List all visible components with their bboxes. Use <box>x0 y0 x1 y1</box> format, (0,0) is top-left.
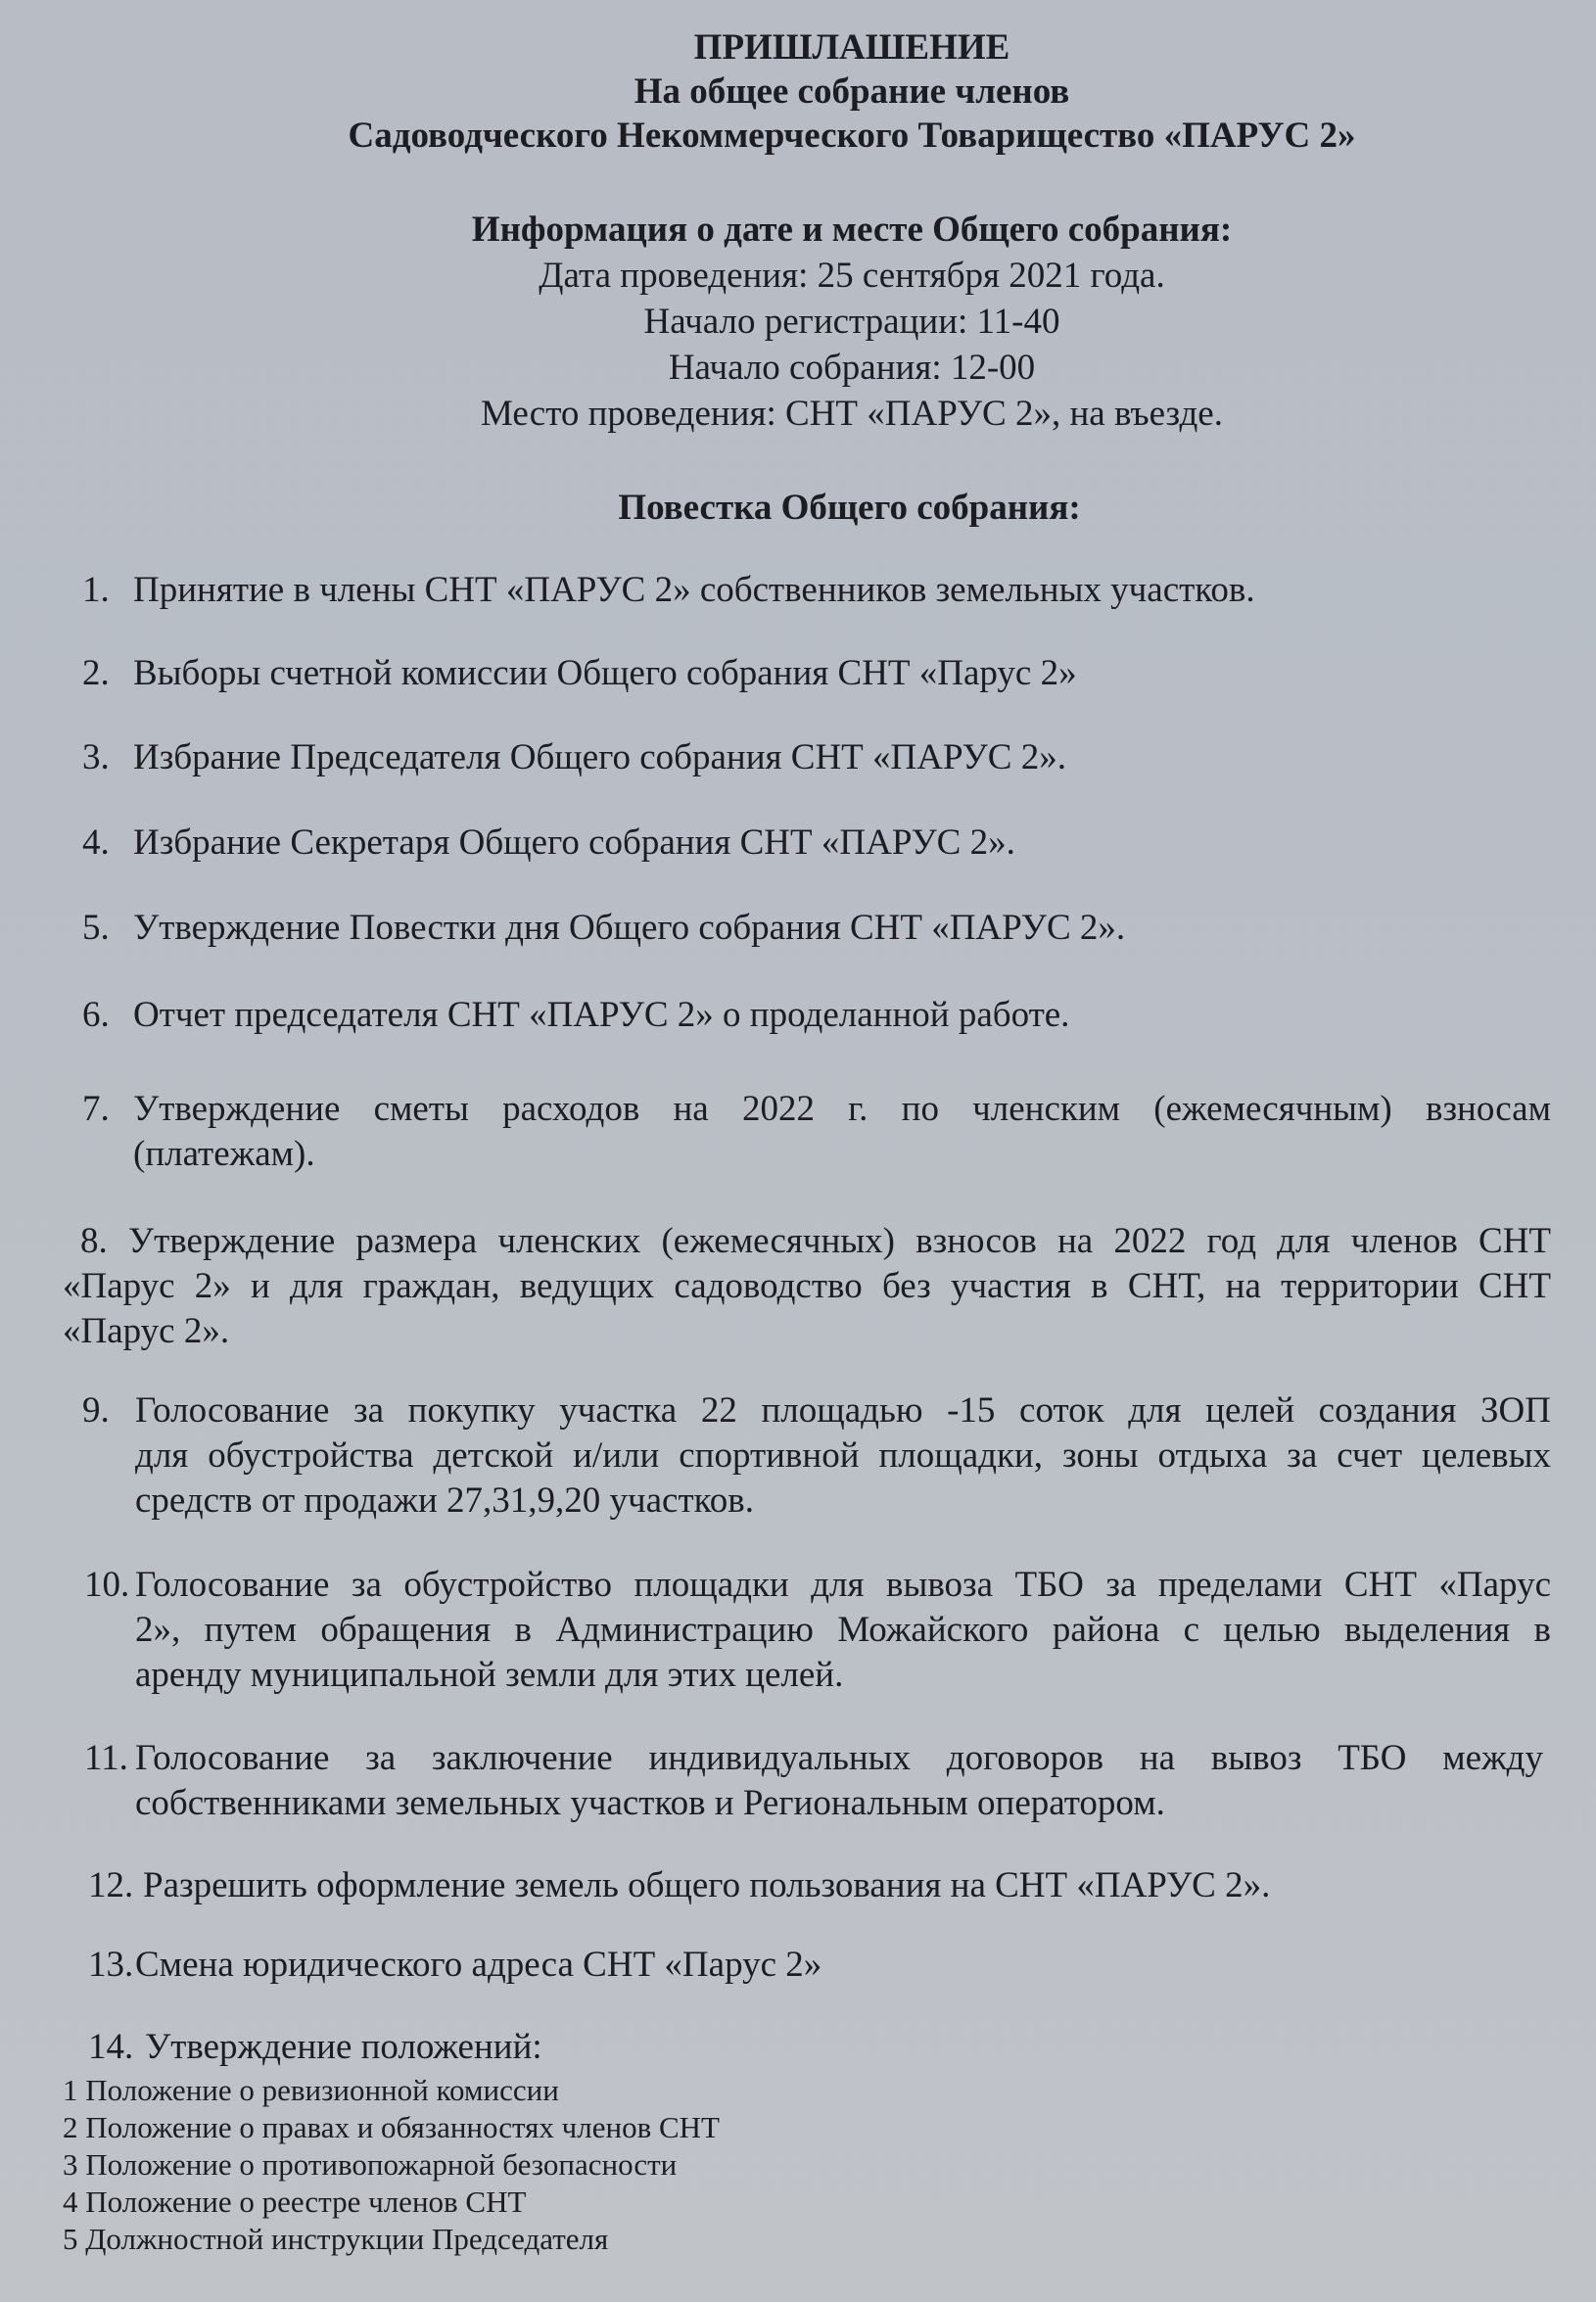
agenda-item-10 <box>84 1563 1551 1698</box>
regulation-item-1: 1 Положение о ревизионной комиссии <box>63 2073 559 2107</box>
agenda-item-text: Принятие в члены СНТ «ПАРУС 2» собственников земельных участков. <box>133 570 1255 610</box>
meeting-place: Место проведения: СНТ «ПАРУС 2», на въезде. <box>481 394 1223 434</box>
agenda-item-line: аренду муниципальной земли для этих целей. <box>135 1655 844 1695</box>
agenda-item-number: 7. <box>82 1089 110 1129</box>
document-header <box>0 25 1596 158</box>
agenda-item-text <box>63 1219 1551 1354</box>
agenda-item-number: 13. <box>88 1945 134 1985</box>
organization-name: Садоводческого Некоммерческого Товарищество «ПАРУС 2» <box>348 116 1356 156</box>
agenda-item-number: 9. <box>82 1390 110 1431</box>
agenda-item-8 <box>63 1219 1551 1354</box>
agenda-item-number: 3. <box>82 737 110 777</box>
agenda-item-line: Голосование за обустройство площадки для вывоза ТБО за пределами СНТ «Парус <box>135 1565 1551 1605</box>
meeting-info <box>0 208 1596 437</box>
agenda-item-text <box>133 1087 1551 1177</box>
agenda-item-text: Отчет председателя СНТ «ПАРУС 2» о проделанной работе. <box>133 995 1070 1035</box>
agenda-item-number: 10. <box>84 1565 130 1605</box>
agenda-item-number: 14. <box>88 2027 134 2067</box>
agenda-item-text: Избрание Секретаря Общего собрания СНТ «ПАРУС 2». <box>133 822 1015 863</box>
document-subtitle: На общее собрание членов <box>634 71 1070 112</box>
meeting-date: Дата проведения: 25 сентября 2021 года. <box>539 256 1165 296</box>
meeting-info-title: Информация о дате и месте Общего собрания: <box>471 210 1233 250</box>
agenda-item-number: 8. <box>80 1221 108 1261</box>
registration-time: Начало регистрации: 11-40 <box>643 302 1060 342</box>
agenda-item-number: 4. <box>82 822 110 863</box>
agenda-item-number: 6. <box>82 995 110 1035</box>
regulation-item-2: 2 Положение о правах и обязанностях членов СНТ <box>63 2110 720 2144</box>
agenda-item-number: 12. <box>88 1865 134 1905</box>
agenda-title: Повестка Общего собрания: <box>618 488 1081 528</box>
agenda-item-line: для обустройства детской и/или спортивной площадки, зоны отдыха за счет целевых <box>135 1435 1551 1476</box>
regulation-item-3: 3 Положение о противопожарной безопасности <box>63 2147 678 2182</box>
agenda-item-line: 2», путем обращения в Администрацию Можайского района с целью выделения в <box>135 1610 1551 1650</box>
agenda-item-text: Разрешить оформление земель общего пользования на СНТ «ПАРУС 2». <box>143 1865 1271 1905</box>
agenda-item-number: 5. <box>82 908 110 948</box>
agenda-item-number: 1. <box>82 570 110 610</box>
agenda-item-text: Утверждение положений: <box>145 2027 542 2067</box>
regulation-item-4: 4 Положение о реестре членов СНТ <box>63 2185 527 2219</box>
agenda-item-line: Утверждение сметы расходов на 2022 г. по членским (ежемесячным) взносам <box>133 1089 1551 1129</box>
regulation-item-5: 5 Должностной инструкции Председателя <box>63 2222 609 2256</box>
agenda-item-text: Смена юридического адреса СНТ «Парус 2» <box>135 1945 822 1985</box>
agenda-item-text <box>135 1563 1551 1698</box>
agenda-item-text <box>135 1736 1543 1826</box>
agenda-item-line: собственниками земельных участков и Региональным оператором. <box>135 1783 1165 1823</box>
agenda-item-line-text: Утверждение размера членских (ежемесячных) взносов на 2022 год для членов СНТ <box>127 1221 1552 1261</box>
agenda-item-line: средств от продажи 27,31,9,20 участков. <box>135 1480 754 1521</box>
meeting-start-time: Начало собрания: 12-00 <box>668 348 1036 388</box>
agenda-item-number: 2. <box>82 653 110 693</box>
agenda-item-line: (платежам). <box>133 1134 315 1174</box>
agenda-item-line: Голосование за заключение индивидуальных договоров на вывоз ТБО между <box>135 1738 1543 1778</box>
agenda-item-text: Утверждение Повестки дня Общего собрания СНТ «ПАРУС 2». <box>133 908 1126 948</box>
agenda-item-7 <box>82 1087 1551 1177</box>
agenda-item-9 <box>82 1388 1551 1524</box>
agenda-item-line: Голосование за покупку участка 22 площадью -15 соток для целей создания ЗОП <box>135 1390 1551 1431</box>
agenda-item-line: «Парус 2» и для граждан, ведущих садоводство без участия в СНТ, на территории СНТ <box>63 1266 1551 1306</box>
agenda-item-text: Избрание Председателя Общего собрания СНТ «ПАРУС 2». <box>133 737 1066 777</box>
agenda-item-line: «Парус 2». <box>63 1311 230 1351</box>
agenda-item-number: 11. <box>84 1738 128 1778</box>
agenda-item-text <box>135 1388 1551 1524</box>
agenda-item-text: Выборы счетной комиссии Общего собрания СНТ «Парус 2» <box>133 653 1077 693</box>
agenda-item-11 <box>84 1736 1543 1826</box>
agenda-item-line <box>63 1219 1551 1264</box>
document-title: ПРИШЛАШЕНИЕ <box>693 27 1010 68</box>
